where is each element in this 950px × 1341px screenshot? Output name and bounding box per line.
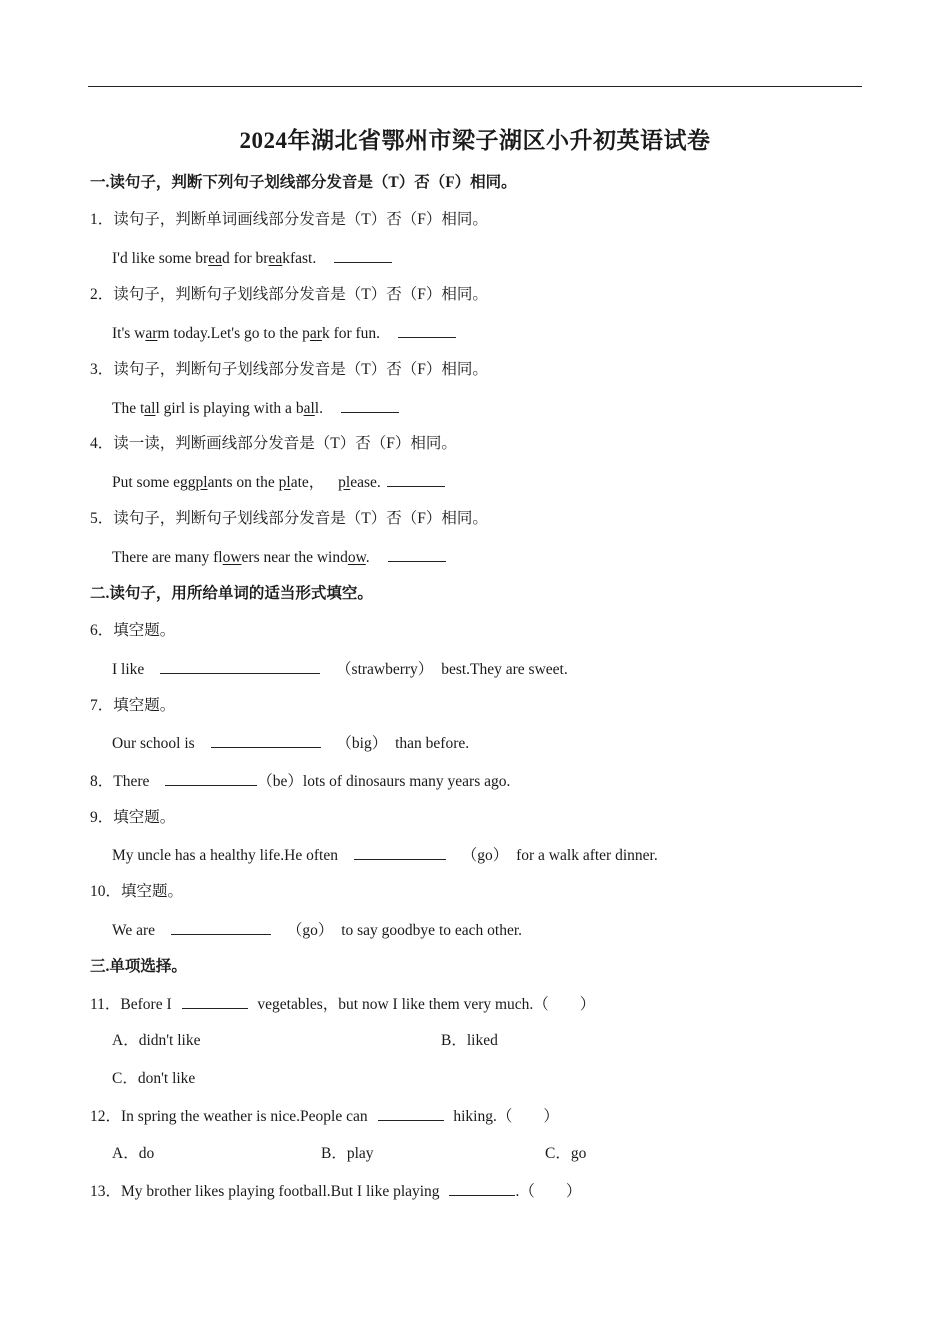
q4-text-4: ease. <box>350 474 381 491</box>
q6-prompt: 6．填空题。 <box>90 622 176 639</box>
q1-text-2: d for br <box>221 250 269 267</box>
q4-text-3: ate， <box>290 474 325 491</box>
q7-hint: （big） <box>336 735 388 752</box>
q12-stem <box>90 1106 559 1127</box>
q3-text-3: l. <box>314 400 323 417</box>
q8-answer-blank[interactable] <box>165 771 257 786</box>
q3-answer-blank[interactable] <box>341 398 399 413</box>
q3-prompt: 3．读句子，判断句子划线部分发音是（T）否（F）相同。 <box>90 361 488 378</box>
q3-sentence <box>112 398 399 419</box>
q4-underline-1: pl <box>195 474 208 491</box>
q8-text-2: （be）lots of dinosaurs many years ago. <box>257 773 511 790</box>
q5-underline-2: ow <box>347 549 366 566</box>
q2-answer-blank[interactable] <box>398 323 456 338</box>
q9-prompt: 9．填空题。 <box>90 809 176 826</box>
q7-text-1: Our school is <box>112 735 195 752</box>
q5-sentence <box>112 547 446 568</box>
q13-answer-blank[interactable] <box>449 1181 515 1196</box>
q11-option-c[interactable]: C．don't like <box>112 1070 196 1087</box>
q10-text-2: to say goodbye to each other. <box>341 922 523 939</box>
header-rule <box>88 86 862 87</box>
q2-underline-1: ar <box>145 325 158 342</box>
q3-underline-1: al <box>144 400 156 417</box>
q12-text-1: 12．In spring the weather is nice.People can <box>90 1108 368 1125</box>
q12-option-a[interactable]: A．do <box>112 1145 155 1162</box>
q9-sentence <box>112 845 658 866</box>
q6-hint: （strawberry） <box>336 661 434 678</box>
q4-text-2: ants on the <box>207 474 279 491</box>
q9-answer-blank[interactable] <box>354 845 446 860</box>
q4-prompt: 4．读一读，判断画线部分发音是（T）否（F）相同。 <box>90 435 457 452</box>
q6-text-2: best.They are sweet. <box>441 661 568 678</box>
q8-text-1: 8．There <box>90 773 150 790</box>
q12-text-2: hiking.（ ） <box>453 1108 559 1125</box>
q2-text-3: k for fun. <box>321 325 381 342</box>
q5-text-1: There are many fl <box>112 549 223 566</box>
q5-text-3: . <box>365 549 370 566</box>
q4-text-1: Put some egg <box>112 474 196 491</box>
q1-underline-1: ea <box>208 250 222 267</box>
q11-text-1: 11．Before I <box>90 996 172 1013</box>
q7-text-2: than before. <box>395 735 470 752</box>
q13-text-1: 13．My brother likes playing football.But I like playing <box>90 1183 440 1200</box>
q1-text-3: kfast. <box>282 250 317 267</box>
q5-answer-blank[interactable] <box>388 547 446 562</box>
section-1-heading: 一.读句子，判断下列句子划线部分发音是（T）否（F）相同。 <box>90 174 517 191</box>
q2-underline-2: ar <box>309 325 322 342</box>
page-title: 2024年湖北省鄂州市梁子湖区小升初英语试卷 <box>239 128 711 153</box>
q10-prompt: 10．填空题。 <box>90 883 184 900</box>
q3-text-1: The t <box>112 400 145 417</box>
q1-answer-blank[interactable] <box>334 248 392 263</box>
q2-text-1: It's w <box>112 325 146 342</box>
q5-prompt: 5．读句子，判断句子划线部分发音是（T）否（F）相同。 <box>90 510 488 527</box>
q4-underline-3: pl <box>338 474 351 491</box>
q10-answer-blank[interactable] <box>171 920 271 935</box>
q10-text-1: We are <box>112 922 156 939</box>
section-3-heading: 三.单项选择。 <box>90 958 187 975</box>
q5-underline-1: ow <box>222 549 242 566</box>
q3-underline-2: al <box>303 400 315 417</box>
q11-text-2: vegetables，but now I like them very much.（ ） <box>257 996 596 1013</box>
q13-stem <box>90 1181 581 1202</box>
q1-text-1: I'd like some br <box>112 250 209 267</box>
q2-sentence <box>112 323 456 344</box>
q3-text-2: l girl is playing with a b <box>155 400 304 417</box>
q4-sentence <box>112 472 445 493</box>
q2-text-2: m today.Let's go to the p <box>157 325 310 342</box>
q10-sentence <box>112 920 522 941</box>
q11-option-b[interactable]: B．liked <box>441 1032 498 1049</box>
q8-sentence <box>90 771 510 792</box>
q10-hint: （go） <box>286 922 334 939</box>
q13-text-2: .（ ） <box>515 1183 582 1200</box>
q7-prompt: 7．填空题。 <box>90 697 176 714</box>
q6-sentence <box>112 659 568 680</box>
q11-option-a[interactable]: A．didn't like <box>112 1032 201 1049</box>
q6-answer-blank[interactable] <box>160 659 320 674</box>
q9-text-1: My uncle has a healthy life.He often <box>112 847 338 864</box>
q12-answer-blank[interactable] <box>378 1106 444 1121</box>
q12-option-c[interactable]: C．go <box>545 1145 587 1162</box>
q4-underline-2: pl <box>278 474 291 491</box>
q11-answer-blank[interactable] <box>182 994 248 1009</box>
q1-prompt: 1．读句子，判断单词画线部分发音是（T）否（F）相同。 <box>90 211 488 228</box>
q4-answer-blank[interactable] <box>387 472 445 487</box>
q9-text-2: for a walk after dinner. <box>516 847 658 864</box>
q12-option-b[interactable]: B．play <box>321 1145 374 1162</box>
q1-sentence <box>112 248 392 269</box>
q6-text-1: I like <box>112 661 145 678</box>
q1-underline-2: ea <box>268 250 283 267</box>
q7-answer-blank[interactable] <box>211 733 321 748</box>
q9-hint: （go） <box>461 847 509 864</box>
q7-sentence <box>112 733 469 754</box>
q11-stem <box>90 994 595 1015</box>
q2-prompt: 2．读句子，判断句子划线部分发音是（T）否（F）相同。 <box>90 286 488 303</box>
section-2-heading: 二.读句子，用所给单词的适当形式填空。 <box>90 585 373 602</box>
q5-text-2: ers near the wind <box>241 549 348 566</box>
